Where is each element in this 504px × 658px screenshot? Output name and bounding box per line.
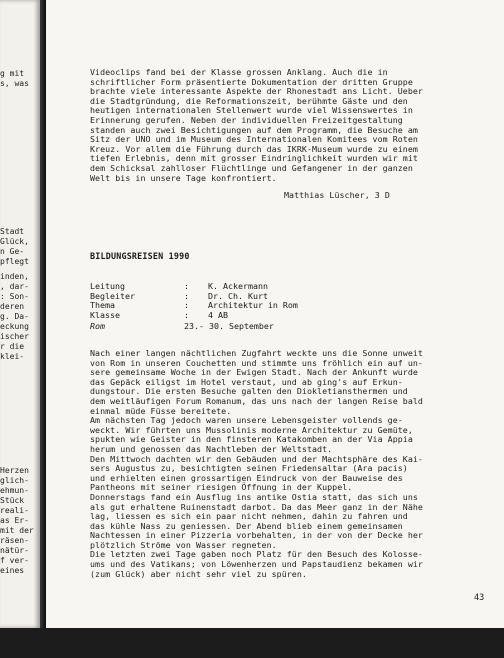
prev-page-fragment: r die <box>0 342 25 351</box>
prev-page-fragment: s, was <box>0 79 29 88</box>
destination-place: Rom <box>90 321 105 331</box>
prev-page-fragment: reali- <box>0 506 29 515</box>
info-separator: : <box>184 281 189 291</box>
document-page <box>46 0 504 628</box>
prev-page-fragment: Stadt <box>0 227 25 236</box>
previous-page-edge <box>0 0 40 628</box>
prev-page-fragment: mit der <box>0 526 34 535</box>
prev-page-fragment: inden, <box>0 272 29 281</box>
info-row <box>90 301 298 311</box>
info-key: Klasse <box>90 309 120 320</box>
destination-dates: 23.- 30. September <box>184 321 274 331</box>
info-key: Leitung <box>90 281 125 291</box>
prev-page-fragment: g. Da- <box>0 312 29 321</box>
prev-page-fragment: glich- <box>0 476 29 485</box>
prev-page-fragment: pflegt <box>0 257 29 266</box>
prev-page-fragment: g mit <box>0 69 25 78</box>
prev-page-fragment: Herzen <box>0 466 29 475</box>
info-key: Thema <box>90 300 115 311</box>
author-signature: Matthias Lüscher, 3 D <box>284 190 390 200</box>
info-separator: : <box>184 300 189 311</box>
prev-page-fragment: deren <box>0 302 25 311</box>
destination-line <box>90 322 274 332</box>
prev-page-fragment: nätür- <box>0 546 29 555</box>
report-text: Nach einer langen nächtlichen Zugfahrt weckte uns die Sonne unweit von Rom in unseren Couchetten und stimmte uns fröhlich ein auf un- sere gemeinsame Woche in der Ewigen Stadt. Nach der Ankunft wurde das Gepäck eiligst im Hotel verstaut, und ab ging's auf Erkun- dungstour. Die ersten Besuche galten den Diokletiansthermen und dem weitläufigen Forum Romanum, das uns nach der langen Reise bald einmal müde Füsse bereitete. Am nächsten Tag jedoch waren unsere Lebensgeister vollends ge- weckt. Wir führten uns Mussolinis moderne Architektur zu Gemüte, spukten wie Geister in den finsteren Katakomben an der Via Appia herum und genossen das Nachtleben der Weltstadt. Den Mittwoch dachten wir den Gebäuden und der Machtsphäre des Kai- sers Augustus zu, besichtigten seinen Friedensaltar (Ara pacis) und erhielten einen grossartigen Eindruck von der Bauweise des Pantheons mit seiner riesigen Öffnung in der Kuppel. Donnerstags fand ein Ausflug ins antike Ostia statt, das sich uns als gut erhaltene Ruinenstadt darbot. Da das Meer ganz in der Nähe lag, liessen es sich ein paar nicht nehmen, dahin zu fahren und das kühle Nass zu geniessen. Der Abend blieb einem gemeinsamen Nachtessen in einer Pizzeria vorbehalten, in der von der Decke her plötzlich Ströme von Wasser regneten. Die letzten zwei Tage gaben noch Platz für den Besuch des Kolosse- ums und des Vatikans; von Löwenherzen und Papstaudienz bekamen wir (zum Glück) aber nicht sehr viel zu spüren. <box>90 348 423 579</box>
info-key: Begleiter <box>90 290 135 301</box>
trip-info-table <box>90 282 298 320</box>
intro-paragraph: Videoclips fand bei der Klasse grossen Anklang. Auch die in schriftlicher Form präsentierte Dokumentation der dritten Gruppe brachte viele interessante Aspekte der Rhonestadt ans Licht. Ueber die Stadtgründung, die Reformationszeit, berühmte Gäste und den heutigen internationalen Stellenwert wurde viel Wissenswertes in Erinnerung gerufen. Neben der individuellen Freizeitgestaltung standen auch zwei Besichtigungen auf dem Programm, die Besuche am Sitz der UNO und im Museum des Internationalen Komitees vom Roten Kreuz. Vor allem die Führung durch das IKRK-Museum wurde zu einem tiefen Erlebnis, denn mit grosser Eindringlichkeit wurden wir mit dem Schicksal zahlloser Flüchtlinge und Gefangener in der ganzen Welt bis in unsere Tage konfrontiert. <box>90 67 423 183</box>
prev-page-fragment: räsen- <box>0 536 29 545</box>
prev-page-fragment: Glück, <box>0 237 29 246</box>
section-heading: BILDUNGSREISEN 1990 <box>90 251 190 261</box>
prev-page-fragment: , dar- <box>0 282 29 291</box>
scan-background <box>0 628 504 658</box>
prev-page-fragment: : Son- <box>0 292 29 301</box>
info-value: K. Ackermann <box>208 281 268 291</box>
info-value: Architektur in Rom <box>208 300 298 311</box>
info-value: Dr. Ch. Kurt <box>208 290 268 301</box>
prev-page-fragment: ehmun- <box>0 486 29 495</box>
prev-page-fragment: Stück <box>0 496 25 505</box>
info-row <box>90 311 298 321</box>
prev-page-fragment: n Ge- <box>0 247 25 256</box>
page-number: 43 <box>474 593 485 603</box>
prev-page-fragment: klei- <box>0 352 25 361</box>
prev-page-fragment: ischer <box>0 332 29 341</box>
prev-page-fragment: f ver- <box>0 556 29 565</box>
info-value: 4 AB <box>208 309 228 320</box>
info-separator: : <box>184 290 189 301</box>
prev-page-fragment: eines <box>0 566 25 575</box>
info-separator: : <box>184 309 189 320</box>
prev-page-fragment: eckung <box>0 322 29 331</box>
prev-page-fragment: as Er- <box>0 516 29 525</box>
